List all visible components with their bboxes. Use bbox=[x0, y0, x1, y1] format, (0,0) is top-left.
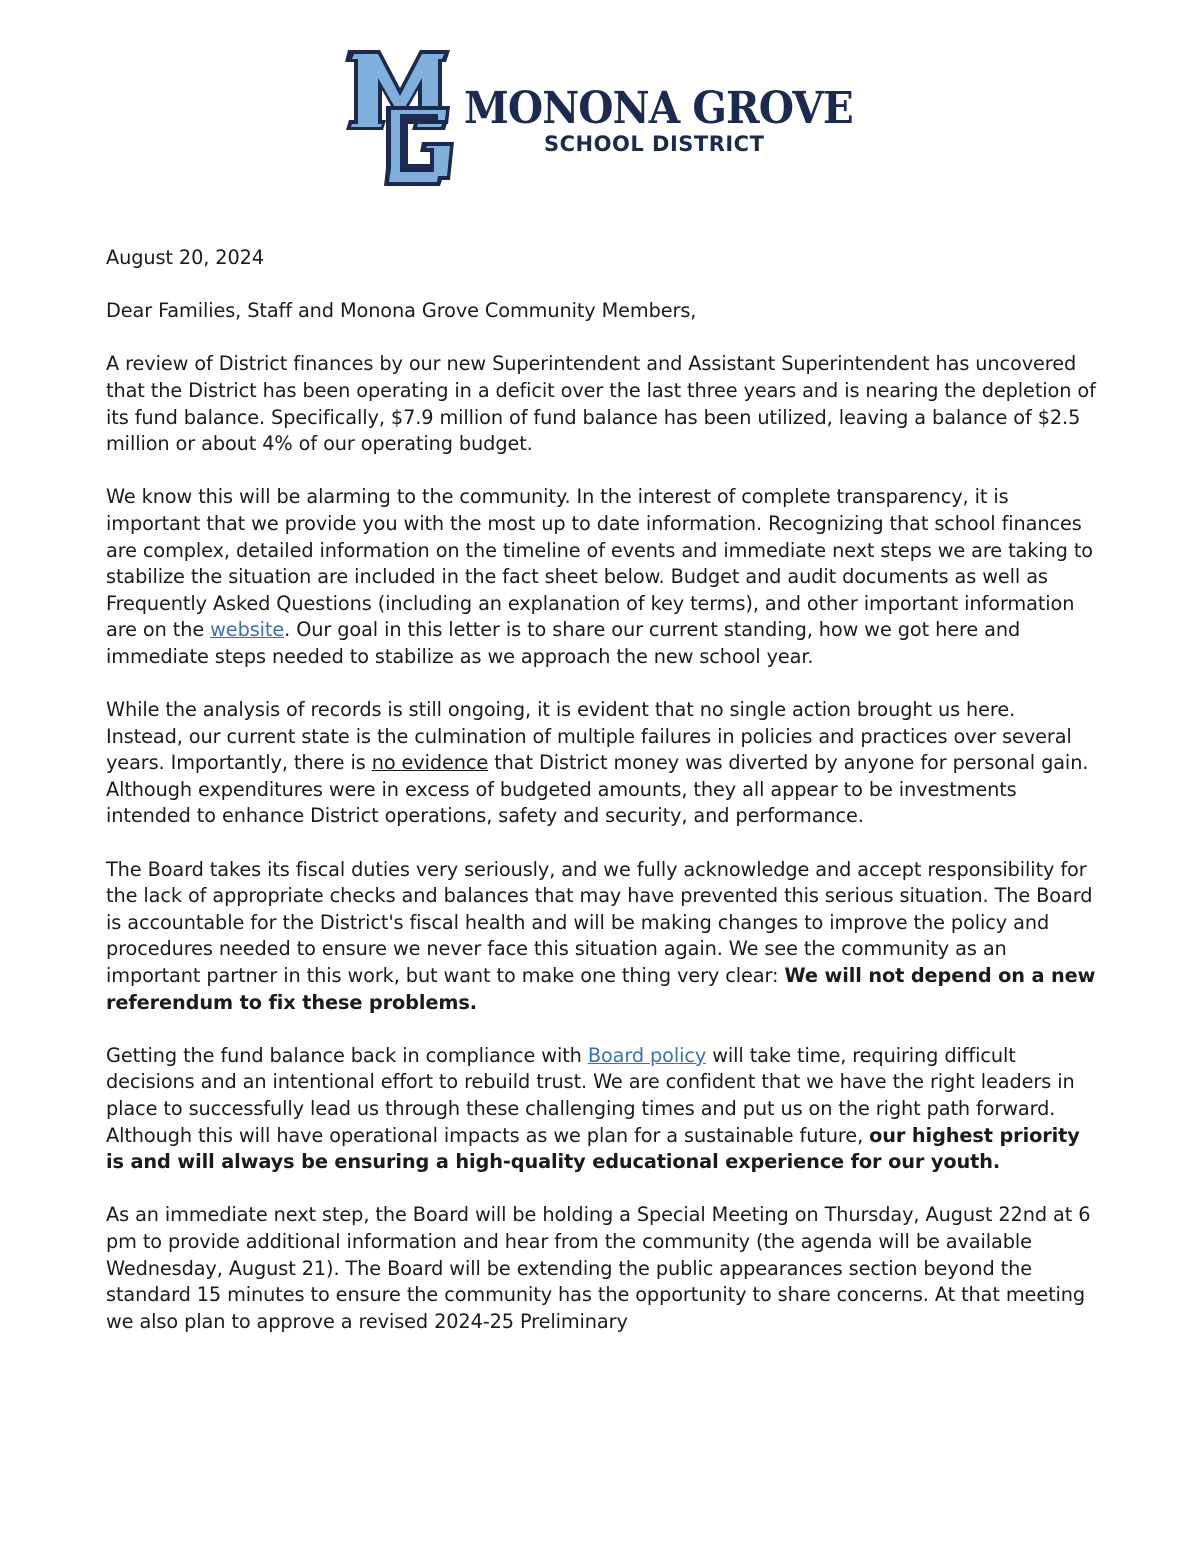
letter-body bbox=[106, 245, 1096, 1362]
paragraph-text: that District money was diverted by anyone for personal gain. Although expenditures were in excess of budgeted amounts, they all appear to be investments intended to enhance District operations, safety and security, and performance. bbox=[106, 751, 1089, 828]
paragraph-special-meeting: As an immediate next step, the Board will be holding a Special Meeting on Thursday, August 22nd at 6 pm to provide additional information and hear from the community (the agenda will be available Wednesday, August 21). The Board will be extending the public appearances section beyond the standard 15 minutes to ensure the community has the opportunity to share concerns. At that meeting we also plan to approve a revised 2024-25 Preliminary bbox=[106, 1203, 1091, 1333]
underlined-phrase: no evidence bbox=[371, 751, 489, 775]
paragraph-transparency bbox=[106, 484, 1096, 670]
bold-statement: We will not depend on a new referendum to fix these problems. bbox=[106, 964, 1096, 1014]
paragraph-deficit: A review of District finances by our new Superintendent and Assistant Superintendent has uncovered that the District has been operating in a deficit over the last three years and is nearing the depletion of its fund balance. Specifically, $7.9 million of fund balance has been utilized, leaving a balance of $2.5 million or about 4% of our operating budget. bbox=[106, 352, 1096, 456]
paragraph-analysis bbox=[106, 697, 1096, 830]
district-name: MONONA GROVE bbox=[464, 83, 853, 134]
logo-wordmark bbox=[464, 84, 864, 156]
paragraph-text: While the analysis of records is still ongoing, it is evident that no single action brought us here. Instead, our current state is the culmination of multiple failures in policies and practices over several years. Importantly, there is bbox=[106, 698, 1072, 775]
letter-salutation: Dear Families, Staff and Monona Grove Community Members, bbox=[106, 299, 697, 323]
letterhead bbox=[342, 44, 862, 194]
paragraph-text: will take time, requiring difficult decisions and an intentional effort to rebuild trust. We are confident that we have the right leaders in place to successfully lead us through these challenging times and put us on the right path forward. Although this will have operational impacts as we plan for a sustainable future, bbox=[106, 1043, 1075, 1147]
paragraph-fund-balance bbox=[106, 1043, 1096, 1176]
mg-logo-icon bbox=[342, 44, 460, 190]
paragraph-board-duties bbox=[106, 857, 1096, 1017]
district-subtitle: SCHOOL DISTRICT bbox=[544, 132, 765, 156]
paragraph-text: . Our goal in this letter is to share our current standing, how we got here and immediate steps needed to stabilize as we approach the new school year. bbox=[106, 618, 1021, 668]
board-policy-link[interactable]: Board policy bbox=[587, 1043, 707, 1067]
paragraph-text: The Board takes its fiscal duties very seriously, and we fully acknowledge and accept responsibility for the lack of appropriate checks and balances that may have prevented this serious situation. The Board is accountable for the District's fiscal health and will be making changes to improve the policy and procedures needed to ensure we never face this situation again. We see the community as an important partner in this work, but want to make one thing very clear: bbox=[106, 857, 1093, 988]
bold-statement: our highest priority is and will always be ensuring a high-quality educational experience for our youth. bbox=[106, 1123, 1080, 1174]
letter-date: August 20, 2024 bbox=[106, 246, 264, 269]
paragraph-text: We know this will be alarming to the community. In the interest of complete transparency, it is important that we provide you with the most up to date information. Recognizing that school finances are complex, detailed information on the timeline of events and immediate next steps we are taking to stabilize the situation are included in the fact sheet below. Budget and audit documents as well as Frequently Asked Questions (including an explanation of key terms), and other important information are on the bbox=[106, 485, 1094, 642]
paragraph-text: Getting the fund balance back in compliance with bbox=[106, 1043, 588, 1067]
website-link[interactable]: website bbox=[210, 618, 285, 642]
